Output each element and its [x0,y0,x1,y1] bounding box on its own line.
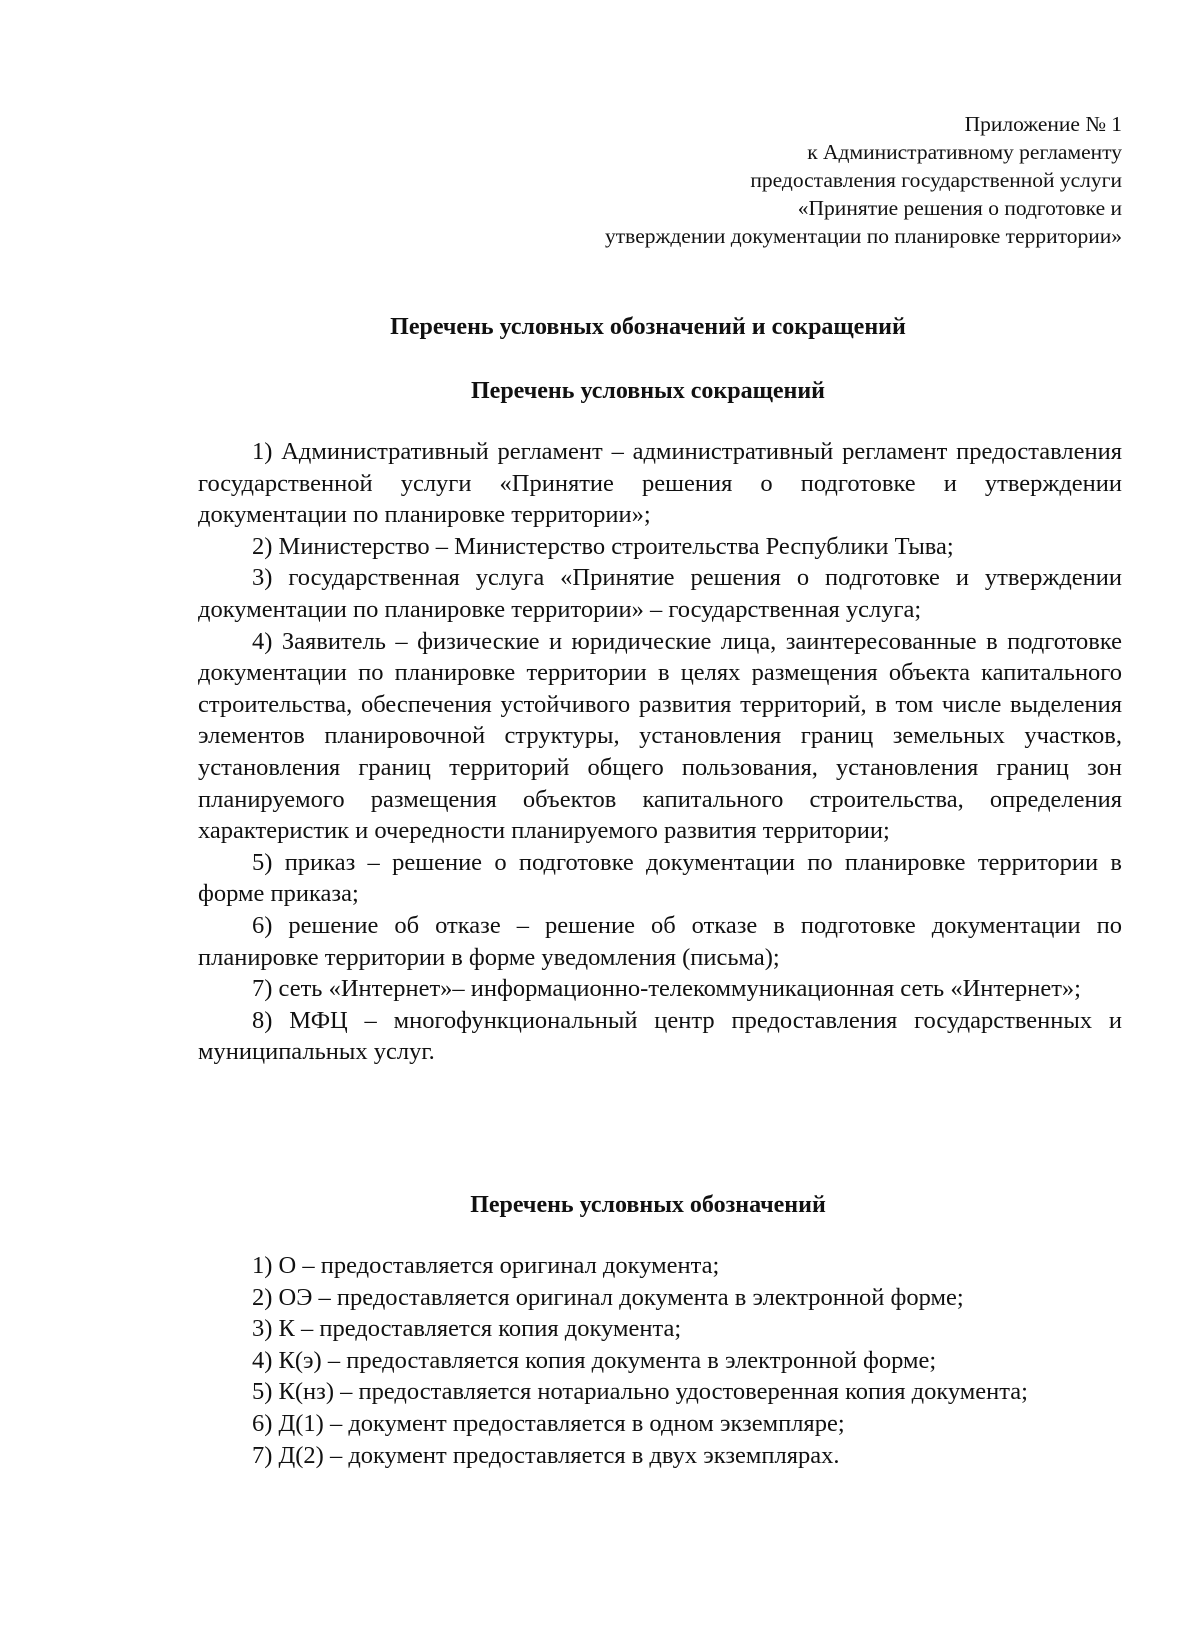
appendix-line: «Принятие решения о подготовке и [797,196,1122,220]
abbreviation-item: 3) государственная услуга «Принятие решения о подготовке и утверждении документации по планировке территории» – государственная услуга; [198,564,1122,623]
abbreviation-item: 7) сеть «Интернет»– информационно-телекоммуникационная сеть «Интернет»; [252,975,1081,1003]
symbol-item: 5) К(нз) – предоставляется нотариально удостоверенная копия документа; [252,1378,1028,1406]
symbol-item: 1) О – предоставляется оригинал документа; [252,1252,720,1279]
abbreviation-item: 8) МФЦ – многофункциональный центр предоставления государственных и муниципальных услуг. [198,1006,1122,1066]
main-title: Перечень условных обозначений и сокращений [390,314,906,340]
symbol-item: 7) Д(2) – документ предоставляется в двух экземплярах. [252,1441,840,1469]
symbol-item: 6) Д(1) – документ предоставляется в одном экземпляре; [252,1409,845,1437]
abbreviation-item: 6) решение об отказе – решение об отказе в подготовке документации по планировке территории в форме уведомления (письма); [198,911,1122,971]
symbol-item: 4) К(э) – предоставляется копия документа в электронной форме; [252,1346,937,1374]
abbreviation-item: 2) Министерство – Министерство строительства Республики Тыва; [252,532,954,560]
abbreviations-list [198,436,1122,1068]
abbreviations-title: Перечень условных сокращений [471,378,825,404]
appendix-header [482,110,1122,250]
abbreviation-item: 5) приказ – решение о подготовке документации по планировке территории в форме приказа; [198,848,1122,908]
symbols-title: Перечень условных обозначений [470,1192,826,1218]
appendix-line: Приложение № 1 [964,112,1122,136]
appendix-line: к Административному регламенту [807,140,1122,164]
abbreviation-item: 4) Заявитель – физические и юридические лица, заинтересованные в подготовке документации по планировке территории в целях размещения объекта капитального строительства, обеспечения устойчивого развития территорий, в том числе выделения элементов планировочной структуры, установления границ земельных участков, установления границ территорий общего пользования, установления границ зон планируемого размещения объектов капитального строительства, определения характеристик и очередности планируемого развития территории; [198,627,1122,845]
symbols-list [198,1250,1122,1471]
symbol-item: 2) ОЭ – предоставляется оригинал документа в электронной форме; [252,1283,964,1311]
symbol-item: 3) К – предоставляется копия документа; [252,1315,682,1343]
abbreviation-item: 1) Административный регламент – административный регламент предоставления государственной услуги «Принятие решения о подготовке и утверждении документации по планировке территории»; [198,438,1122,529]
appendix-line: утверждении документации по планировке территории» [605,224,1122,248]
appendix-line: предоставления государственной услуги [750,168,1122,192]
